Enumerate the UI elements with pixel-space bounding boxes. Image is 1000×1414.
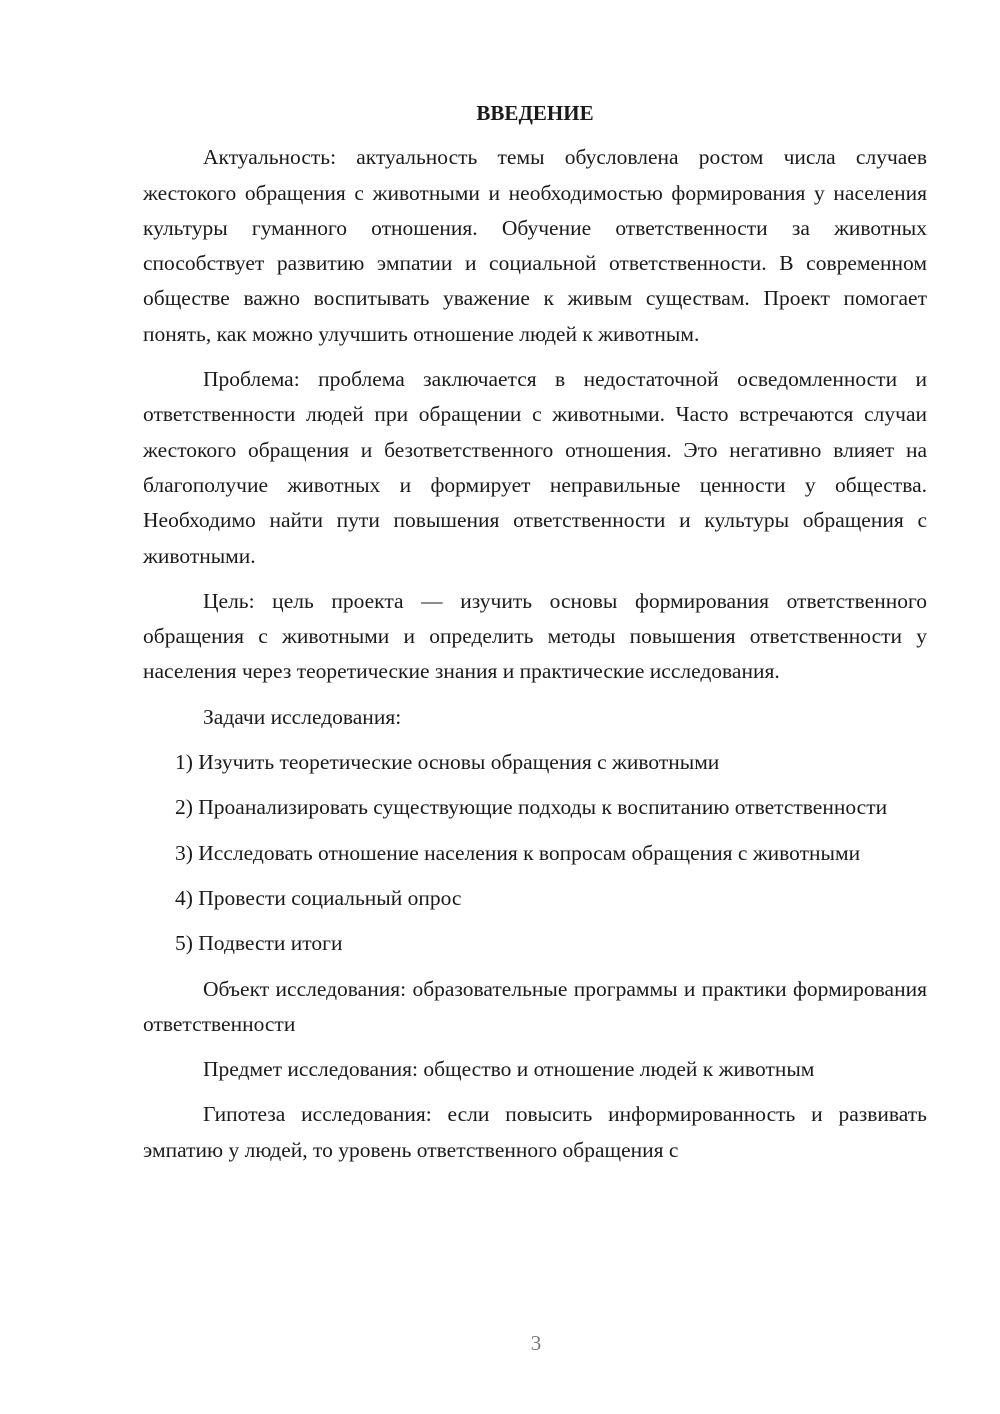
- task-item-3: 3) Исследовать отношение населения к вопросам обращения с животными: [175, 840, 861, 865]
- subject-paragraph: Предмет исследования: общество и отношение людей к животным: [203, 1057, 815, 1082]
- relevance-paragraph: Актуальность: актуальность темы обусловлена ростом числа случаев жестокого обращения с животными и необходимостью формирования у населения культуры гуманного отношения. Обучение ответственности за животных способствует развитию эмпатии и социальной ответственности. В современном обществе важно воспитывать уважение к живым существам. Проект помогает понять, как можно улучшить отношение людей к животным.: [143, 145, 927, 346]
- task-item-4: 4) Провести социальный опрос: [175, 885, 462, 910]
- goal-paragraph: Цель: цель проекта — изучить основы формирования ответственного обращения с животными и определить методы повышения ответственности у населения через теоретические знания и практические исследования.: [143, 588, 927, 684]
- task-item-2: 2) Проанализировать существующие подходы к воспитанию ответственности: [175, 795, 888, 820]
- document-body: [143, 96, 927, 1168]
- task-item-5: 5) Подвести итоги: [175, 931, 343, 956]
- problem-paragraph: Проблема: проблема заключается в недостаточной осведомленности и ответственности людей при обращении с животными. Часто встречаются случаи жестокого обращения и безответственного отношения. Это негативно влияет на благополучие животных и формирует неправильные ценности у общества. Необходимо найти пути повышения ответственности и культуры обращения с животными.: [143, 367, 927, 568]
- task-item-1: 1) Изучить теоретические основы обращения с животными: [175, 750, 720, 775]
- page-number: 3: [530, 1331, 542, 1355]
- tasks-title: Задачи исследования:: [203, 704, 402, 729]
- hypothesis-paragraph: Гипотеза исследования: если повысить информированность и развивать эмпатию у людей, то уровень ответственного обращения с: [143, 1102, 927, 1162]
- object-paragraph: Объект исследования: образовательные программы и практики формирования ответственности: [143, 976, 927, 1036]
- section-heading: ВВЕДЕНИЕ: [476, 101, 594, 125]
